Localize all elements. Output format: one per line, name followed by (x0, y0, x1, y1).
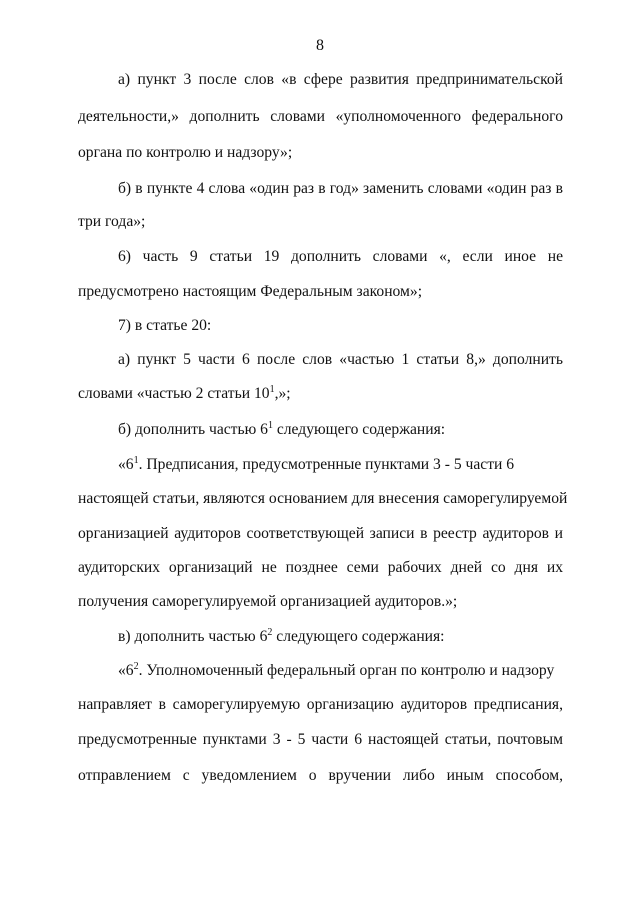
text-line: в) дополнить частью $6^2$ следующего содержания: (118, 627, 445, 645)
text-line: направляет в саморегулируемую организацию аудиторов предписания, (78, 696, 563, 713)
text-line: три года»; (78, 213, 146, 230)
superscript: 1 (133, 455, 139, 466)
text-line: аудиторских организаций не позднее семи рабочих дней со дня их (78, 559, 563, 576)
text-line: б) в пункте 4 слова «один раз в год» заменить словами «один раз в (118, 180, 563, 197)
superscript: 1 (267, 420, 273, 431)
text-line: б) дополнить частью $6^1$ следующего содержания: (118, 420, 446, 438)
text-line: 6) часть 9 статьи 19 дополнить словами «, если иное не (118, 248, 563, 265)
superscript: 2 (133, 661, 139, 672)
text-line: «$6^2$. Уполномоченный федеральный орган по контролю и надзору (118, 661, 555, 679)
text-line: словами «частью 2 статьи $10^1$,»; (78, 384, 291, 402)
text-line: получения саморегулируемой организацией аудиторов.»; (78, 593, 458, 610)
text-line: предусмотрено настоящим Федеральным законом»; (78, 283, 423, 300)
superscript: 1 (269, 384, 275, 395)
text-line: организацией аудиторов соответствующей записи в реестр аудиторов и (78, 525, 563, 542)
text-line: а) пункт 5 части 6 после слов «частью 1 статьи 8,» дополнить (118, 351, 563, 368)
superscript: 2 (267, 627, 273, 638)
text-line: а) пункт 3 после слов «в сфере развития предпринимательской (118, 71, 563, 88)
text-line: отправлением с уведомлением о вручении либо иным способом, (78, 767, 563, 784)
page-number: 8 (316, 37, 324, 54)
text-line: деятельности,» дополнить словами «уполномоченного федерального (78, 108, 563, 125)
text-line: 7) в статье 20: (118, 317, 212, 334)
text-line: настоящей статьи, являются основанием для внесения саморегулируемой (78, 490, 568, 507)
text-line: предусмотренные пунктами 3 - 5 части 6 настоящей статьи, почтовым (78, 731, 563, 748)
text-line: «$6^1$. Предписания, предусмотренные пунктами 3 - 5 части 6 (118, 455, 515, 473)
text-line: органа по контролю и надзору»; (78, 144, 293, 161)
